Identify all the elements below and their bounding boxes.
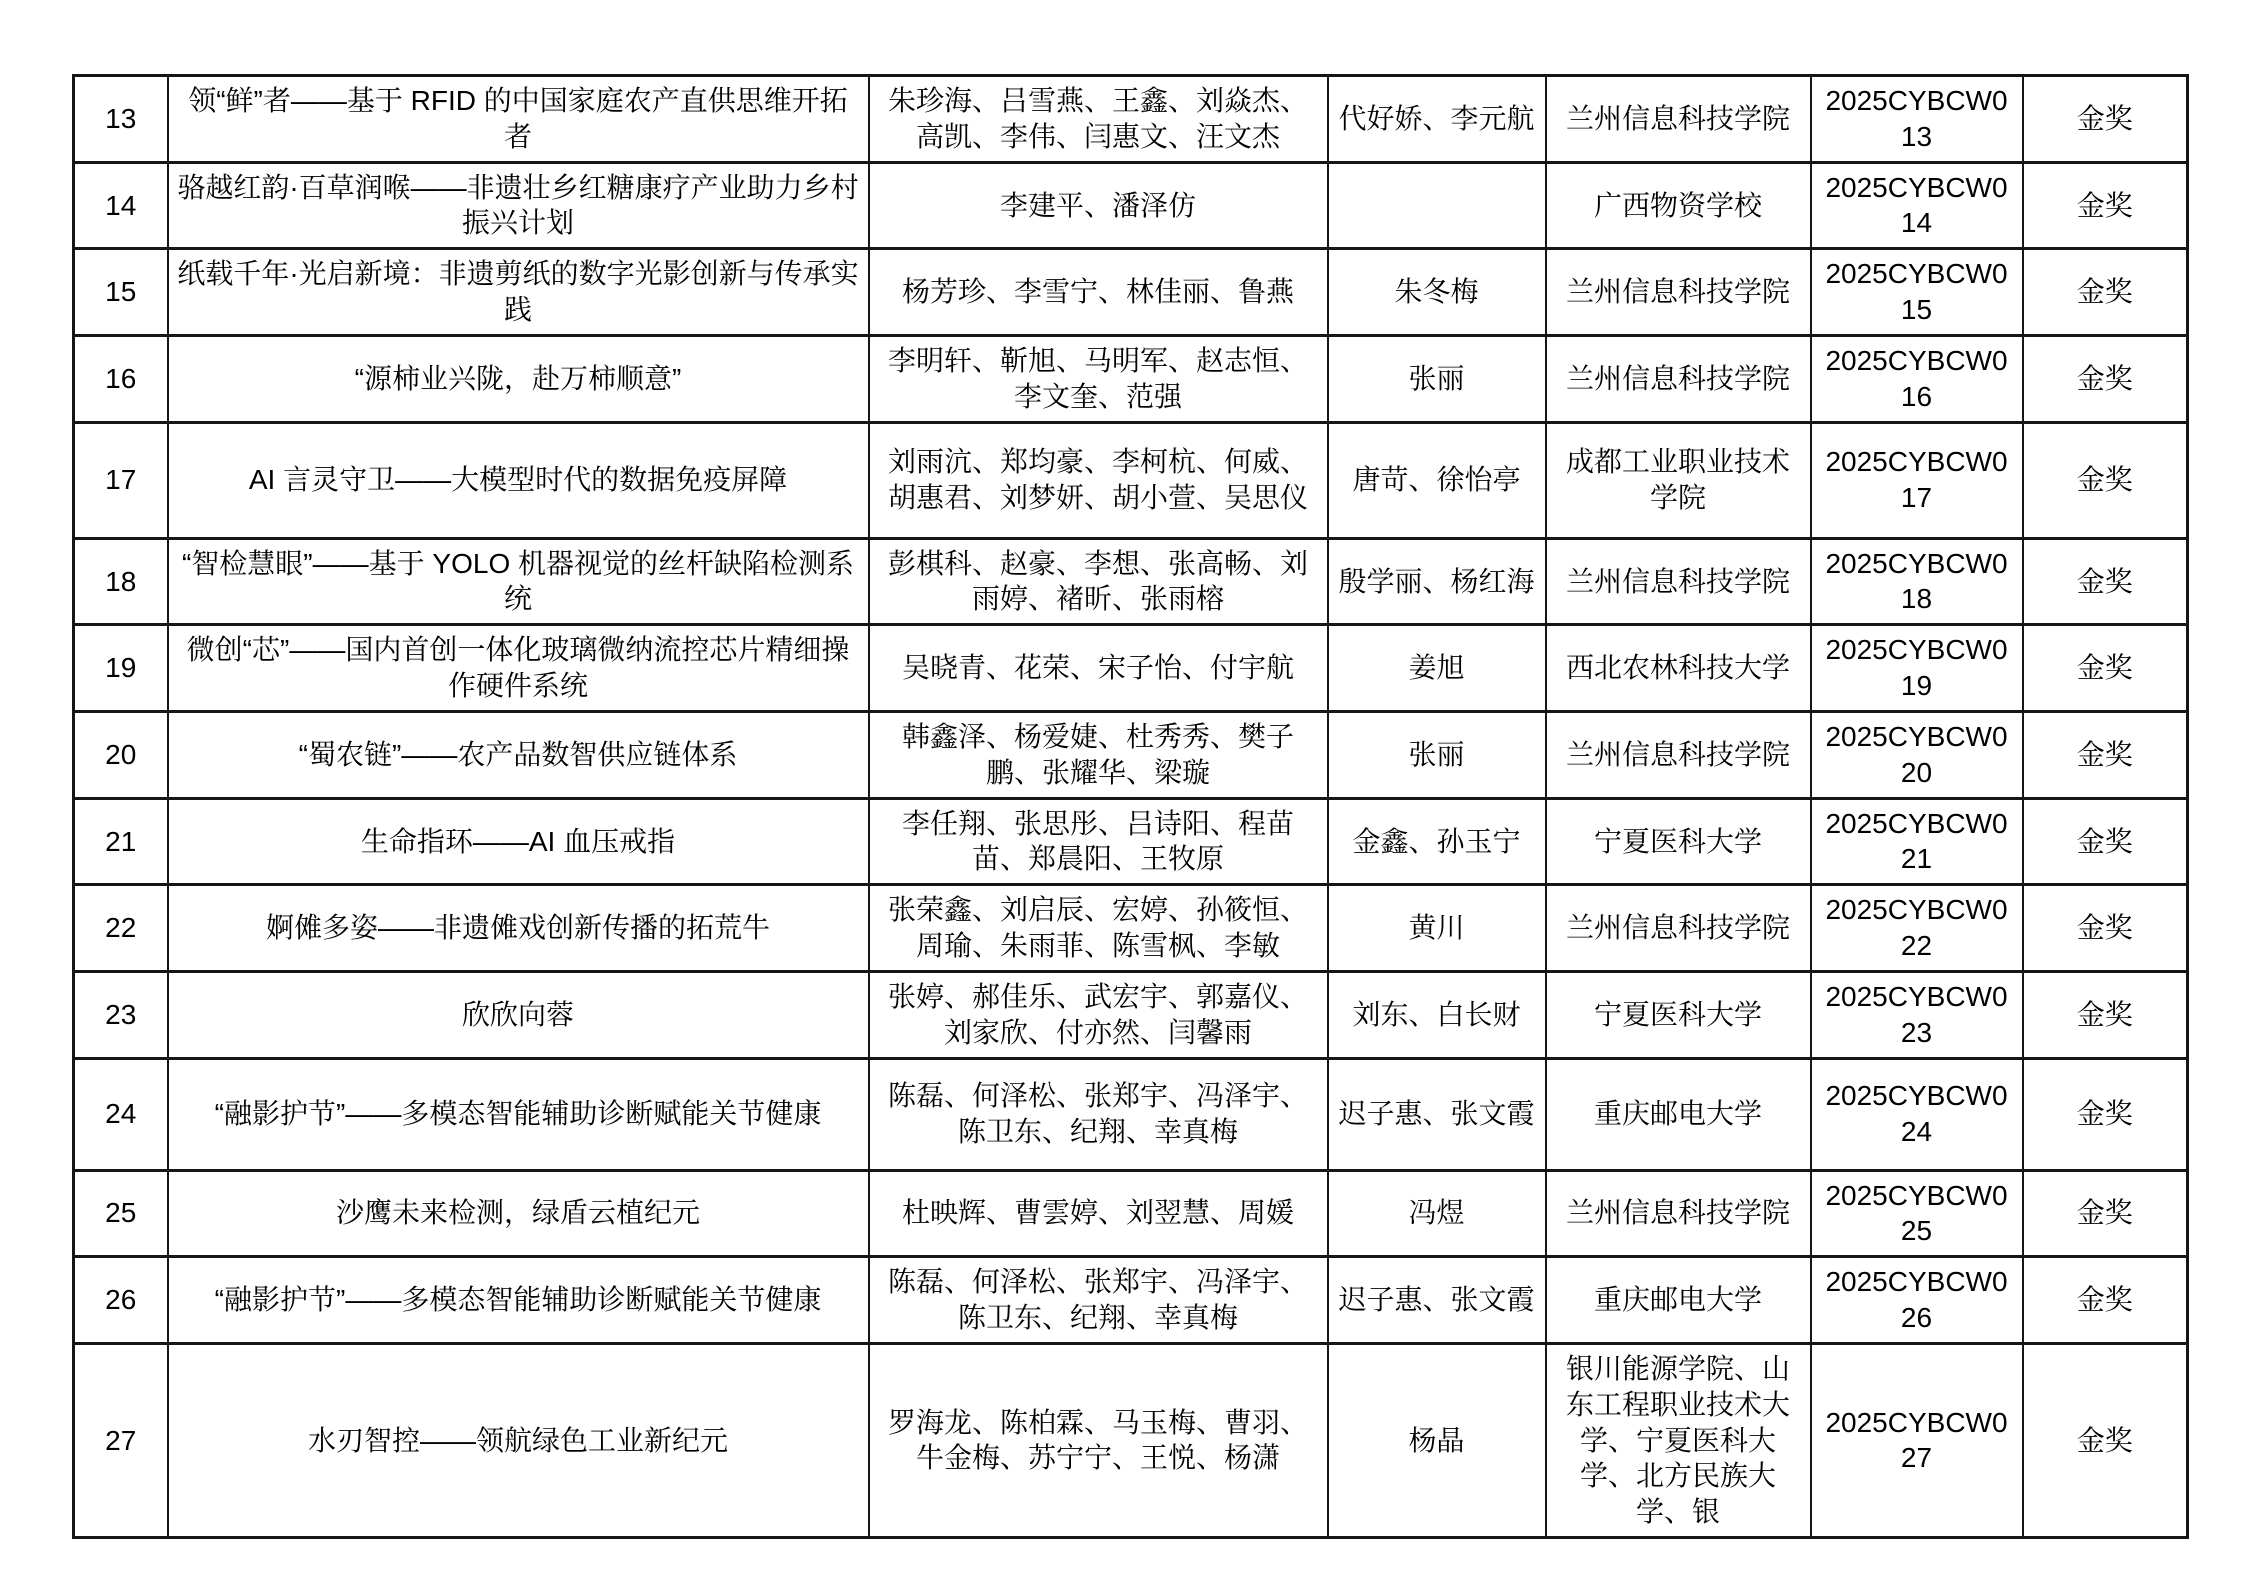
cell-award-level: 金奖 bbox=[2023, 971, 2188, 1058]
cell-award-level: 金奖 bbox=[2023, 1058, 2188, 1170]
cell-team-members: 彭棋科、赵豪、李想、张高畅、刘雨婷、褚昕、张雨榕 bbox=[869, 538, 1328, 625]
cell-advisors: 迟子惠、张文霞 bbox=[1328, 1058, 1546, 1170]
cell-award-code: 2025CYBCW016 bbox=[1811, 335, 2023, 422]
cell-school: 兰州信息科技学院 bbox=[1546, 335, 1811, 422]
cell-award-code: 2025CYBCW025 bbox=[1811, 1170, 2023, 1257]
cell-row-number: 19 bbox=[74, 625, 168, 712]
cell-row-number: 26 bbox=[74, 1257, 168, 1344]
cell-school: 西北农林科技大学 bbox=[1546, 625, 1811, 712]
cell-project-title: 水刃智控——领航绿色工业新纪元 bbox=[168, 1343, 869, 1537]
cell-project-title: 欣欣向蓉 bbox=[168, 971, 869, 1058]
cell-project-title: 纸载千年·光启新境：非遗剪纸的数字光影创新与传承实践 bbox=[168, 249, 869, 336]
cell-project-title: “智检慧眼”——基于 YOLO 机器视觉的丝杆缺陷检测系统 bbox=[168, 538, 869, 625]
cell-school: 宁夏医科大学 bbox=[1546, 971, 1811, 1058]
cell-team-members: 朱珍海、吕雪燕、王鑫、刘焱杰、高凯、李伟、闫惠文、汪文杰 bbox=[869, 76, 1328, 163]
cell-award-level: 金奖 bbox=[2023, 538, 2188, 625]
cell-advisors: 金鑫、孙玉宁 bbox=[1328, 798, 1546, 885]
cell-advisors: 杨晶 bbox=[1328, 1343, 1546, 1537]
cell-award-code: 2025CYBCW027 bbox=[1811, 1343, 2023, 1537]
table-row bbox=[74, 885, 2188, 972]
cell-row-number: 18 bbox=[74, 538, 168, 625]
cell-award-code: 2025CYBCW018 bbox=[1811, 538, 2023, 625]
table-row bbox=[74, 335, 2188, 422]
cell-team-members: 吴晓青、花荣、宋子怡、付宇航 bbox=[869, 625, 1328, 712]
cell-advisors: 殷学丽、杨红海 bbox=[1328, 538, 1546, 625]
cell-row-number: 13 bbox=[74, 76, 168, 163]
table-row bbox=[74, 971, 2188, 1058]
cell-team-members: 李建平、潘泽仿 bbox=[869, 162, 1328, 249]
table-row bbox=[74, 1170, 2188, 1257]
cell-team-members: 李明轩、靳旭、马明军、赵志恒、李文奎、范强 bbox=[869, 335, 1328, 422]
table-row bbox=[74, 625, 2188, 712]
cell-award-code: 2025CYBCW026 bbox=[1811, 1257, 2023, 1344]
cell-advisors: 唐苛、徐怡亭 bbox=[1328, 422, 1546, 538]
cell-award-level: 金奖 bbox=[2023, 76, 2188, 163]
cell-project-title: AI 言灵守卫——大模型时代的数据免疫屏障 bbox=[168, 422, 869, 538]
cell-team-members: 陈磊、何泽松、张郑宇、冯泽宇、陈卫东、纪翔、幸真梅 bbox=[869, 1058, 1328, 1170]
awards-table bbox=[72, 74, 2189, 1539]
cell-project-title: “融影护节”——多模态智能辅助诊断赋能关节健康 bbox=[168, 1058, 869, 1170]
cell-school: 重庆邮电大学 bbox=[1546, 1257, 1811, 1344]
cell-project-title: “蜀农链”——农产品数智供应链体系 bbox=[168, 711, 869, 798]
cell-advisors: 张丽 bbox=[1328, 335, 1546, 422]
cell-school: 银川能源学院、山东工程职业技术大学、宁夏医科大学、北方民族大学、银 bbox=[1546, 1343, 1811, 1537]
cell-project-title: “源柿业兴陇，赴万柿顺意” bbox=[168, 335, 869, 422]
cell-row-number: 15 bbox=[74, 249, 168, 336]
table-row bbox=[74, 422, 2188, 538]
cell-school: 兰州信息科技学院 bbox=[1546, 249, 1811, 336]
cell-advisors bbox=[1328, 162, 1546, 249]
cell-award-level: 金奖 bbox=[2023, 422, 2188, 538]
cell-advisors: 张丽 bbox=[1328, 711, 1546, 798]
table-row bbox=[74, 711, 2188, 798]
cell-award-code: 2025CYBCW013 bbox=[1811, 76, 2023, 163]
cell-row-number: 25 bbox=[74, 1170, 168, 1257]
cell-school: 兰州信息科技学院 bbox=[1546, 1170, 1811, 1257]
cell-project-title: 微创“芯”——国内首创一体化玻璃微纳流控芯片精细操作硬件系统 bbox=[168, 625, 869, 712]
table-row bbox=[74, 798, 2188, 885]
cell-project-title: 婀傩多姿——非遗傩戏创新传播的拓荒牛 bbox=[168, 885, 869, 972]
cell-team-members: 杜映辉、曹雲婷、刘翌慧、周媛 bbox=[869, 1170, 1328, 1257]
cell-school: 兰州信息科技学院 bbox=[1546, 76, 1811, 163]
cell-school: 兰州信息科技学院 bbox=[1546, 711, 1811, 798]
table-row bbox=[74, 1343, 2188, 1537]
cell-advisors: 刘东、白长财 bbox=[1328, 971, 1546, 1058]
cell-award-level: 金奖 bbox=[2023, 335, 2188, 422]
cell-row-number: 22 bbox=[74, 885, 168, 972]
cell-team-members: 陈磊、何泽松、张郑宇、冯泽宇、陈卫东、纪翔、幸真梅 bbox=[869, 1257, 1328, 1344]
table-row bbox=[74, 1257, 2188, 1344]
cell-award-level: 金奖 bbox=[2023, 249, 2188, 336]
cell-award-level: 金奖 bbox=[2023, 1343, 2188, 1537]
results-table-body bbox=[74, 76, 2188, 1538]
cell-award-level: 金奖 bbox=[2023, 625, 2188, 712]
cell-advisors: 姜旭 bbox=[1328, 625, 1546, 712]
cell-school: 重庆邮电大学 bbox=[1546, 1058, 1811, 1170]
cell-row-number: 20 bbox=[74, 711, 168, 798]
cell-project-title: 骆越红韵·百草润喉——非遗壮乡红糖康疗产业助力乡村振兴计划 bbox=[168, 162, 869, 249]
cell-advisors: 冯煜 bbox=[1328, 1170, 1546, 1257]
cell-award-code: 2025CYBCW021 bbox=[1811, 798, 2023, 885]
cell-school: 兰州信息科技学院 bbox=[1546, 885, 1811, 972]
cell-award-level: 金奖 bbox=[2023, 711, 2188, 798]
cell-team-members: 杨芳珍、李雪宁、林佳丽、鲁燕 bbox=[869, 249, 1328, 336]
cell-row-number: 17 bbox=[74, 422, 168, 538]
cell-award-code: 2025CYBCW023 bbox=[1811, 971, 2023, 1058]
cell-project-title: 生命指环——AI 血压戒指 bbox=[168, 798, 869, 885]
cell-award-level: 金奖 bbox=[2023, 162, 2188, 249]
cell-advisors: 迟子惠、张文霞 bbox=[1328, 1257, 1546, 1344]
cell-award-code: 2025CYBCW017 bbox=[1811, 422, 2023, 538]
table-row bbox=[74, 249, 2188, 336]
cell-school: 兰州信息科技学院 bbox=[1546, 538, 1811, 625]
cell-project-title: 沙鹰未来检测，绿盾云植纪元 bbox=[168, 1170, 869, 1257]
cell-advisors: 黄川 bbox=[1328, 885, 1546, 972]
table-row bbox=[74, 538, 2188, 625]
cell-school: 宁夏医科大学 bbox=[1546, 798, 1811, 885]
cell-award-code: 2025CYBCW022 bbox=[1811, 885, 2023, 972]
cell-award-code: 2025CYBCW014 bbox=[1811, 162, 2023, 249]
cell-award-code: 2025CYBCW019 bbox=[1811, 625, 2023, 712]
cell-award-code: 2025CYBCW015 bbox=[1811, 249, 2023, 336]
cell-school: 广西物资学校 bbox=[1546, 162, 1811, 249]
cell-row-number: 23 bbox=[74, 971, 168, 1058]
cell-team-members: 李任翔、张思彤、吕诗阳、程苗苗、郑晨阳、王牧原 bbox=[869, 798, 1328, 885]
cell-award-level: 金奖 bbox=[2023, 798, 2188, 885]
cell-row-number: 14 bbox=[74, 162, 168, 249]
cell-award-level: 金奖 bbox=[2023, 1257, 2188, 1344]
cell-advisors: 朱冬梅 bbox=[1328, 249, 1546, 336]
cell-advisors: 代好娇、李元航 bbox=[1328, 76, 1546, 163]
cell-project-title: “融影护节”——多模态智能辅助诊断赋能关节健康 bbox=[168, 1257, 869, 1344]
cell-project-title: 领“鲜”者——基于 RFID 的中国家庭农产直供思维开拓者 bbox=[168, 76, 869, 163]
cell-row-number: 16 bbox=[74, 335, 168, 422]
cell-team-members: 韩鑫泽、杨爱婕、杜秀秀、樊子鹏、张耀华、梁璇 bbox=[869, 711, 1328, 798]
cell-team-members: 张婷、郝佳乐、武宏宇、郭嘉仪、刘家欣、付亦然、闫馨雨 bbox=[869, 971, 1328, 1058]
table-row bbox=[74, 76, 2188, 163]
cell-row-number: 21 bbox=[74, 798, 168, 885]
cell-award-level: 金奖 bbox=[2023, 885, 2188, 972]
cell-award-code: 2025CYBCW020 bbox=[1811, 711, 2023, 798]
cell-award-level: 金奖 bbox=[2023, 1170, 2188, 1257]
cell-team-members: 罗海龙、陈柏霖、马玉梅、曹羽、牛金梅、苏宁宁、王悦、杨潇 bbox=[869, 1343, 1328, 1537]
cell-team-members: 张荣鑫、刘启辰、宏婷、孙筱恒、周瑜、朱雨菲、陈雪枫、李敏 bbox=[869, 885, 1328, 972]
cell-row-number: 27 bbox=[74, 1343, 168, 1537]
cell-team-members: 刘雨沆、郑均豪、李柯杭、何威、胡惠君、刘梦妍、胡小萱、吴思仪 bbox=[869, 422, 1328, 538]
cell-row-number: 24 bbox=[74, 1058, 168, 1170]
cell-school: 成都工业职业技术学院 bbox=[1546, 422, 1811, 538]
table-row bbox=[74, 162, 2188, 249]
table-row bbox=[74, 1058, 2188, 1170]
cell-award-code: 2025CYBCW024 bbox=[1811, 1058, 2023, 1170]
